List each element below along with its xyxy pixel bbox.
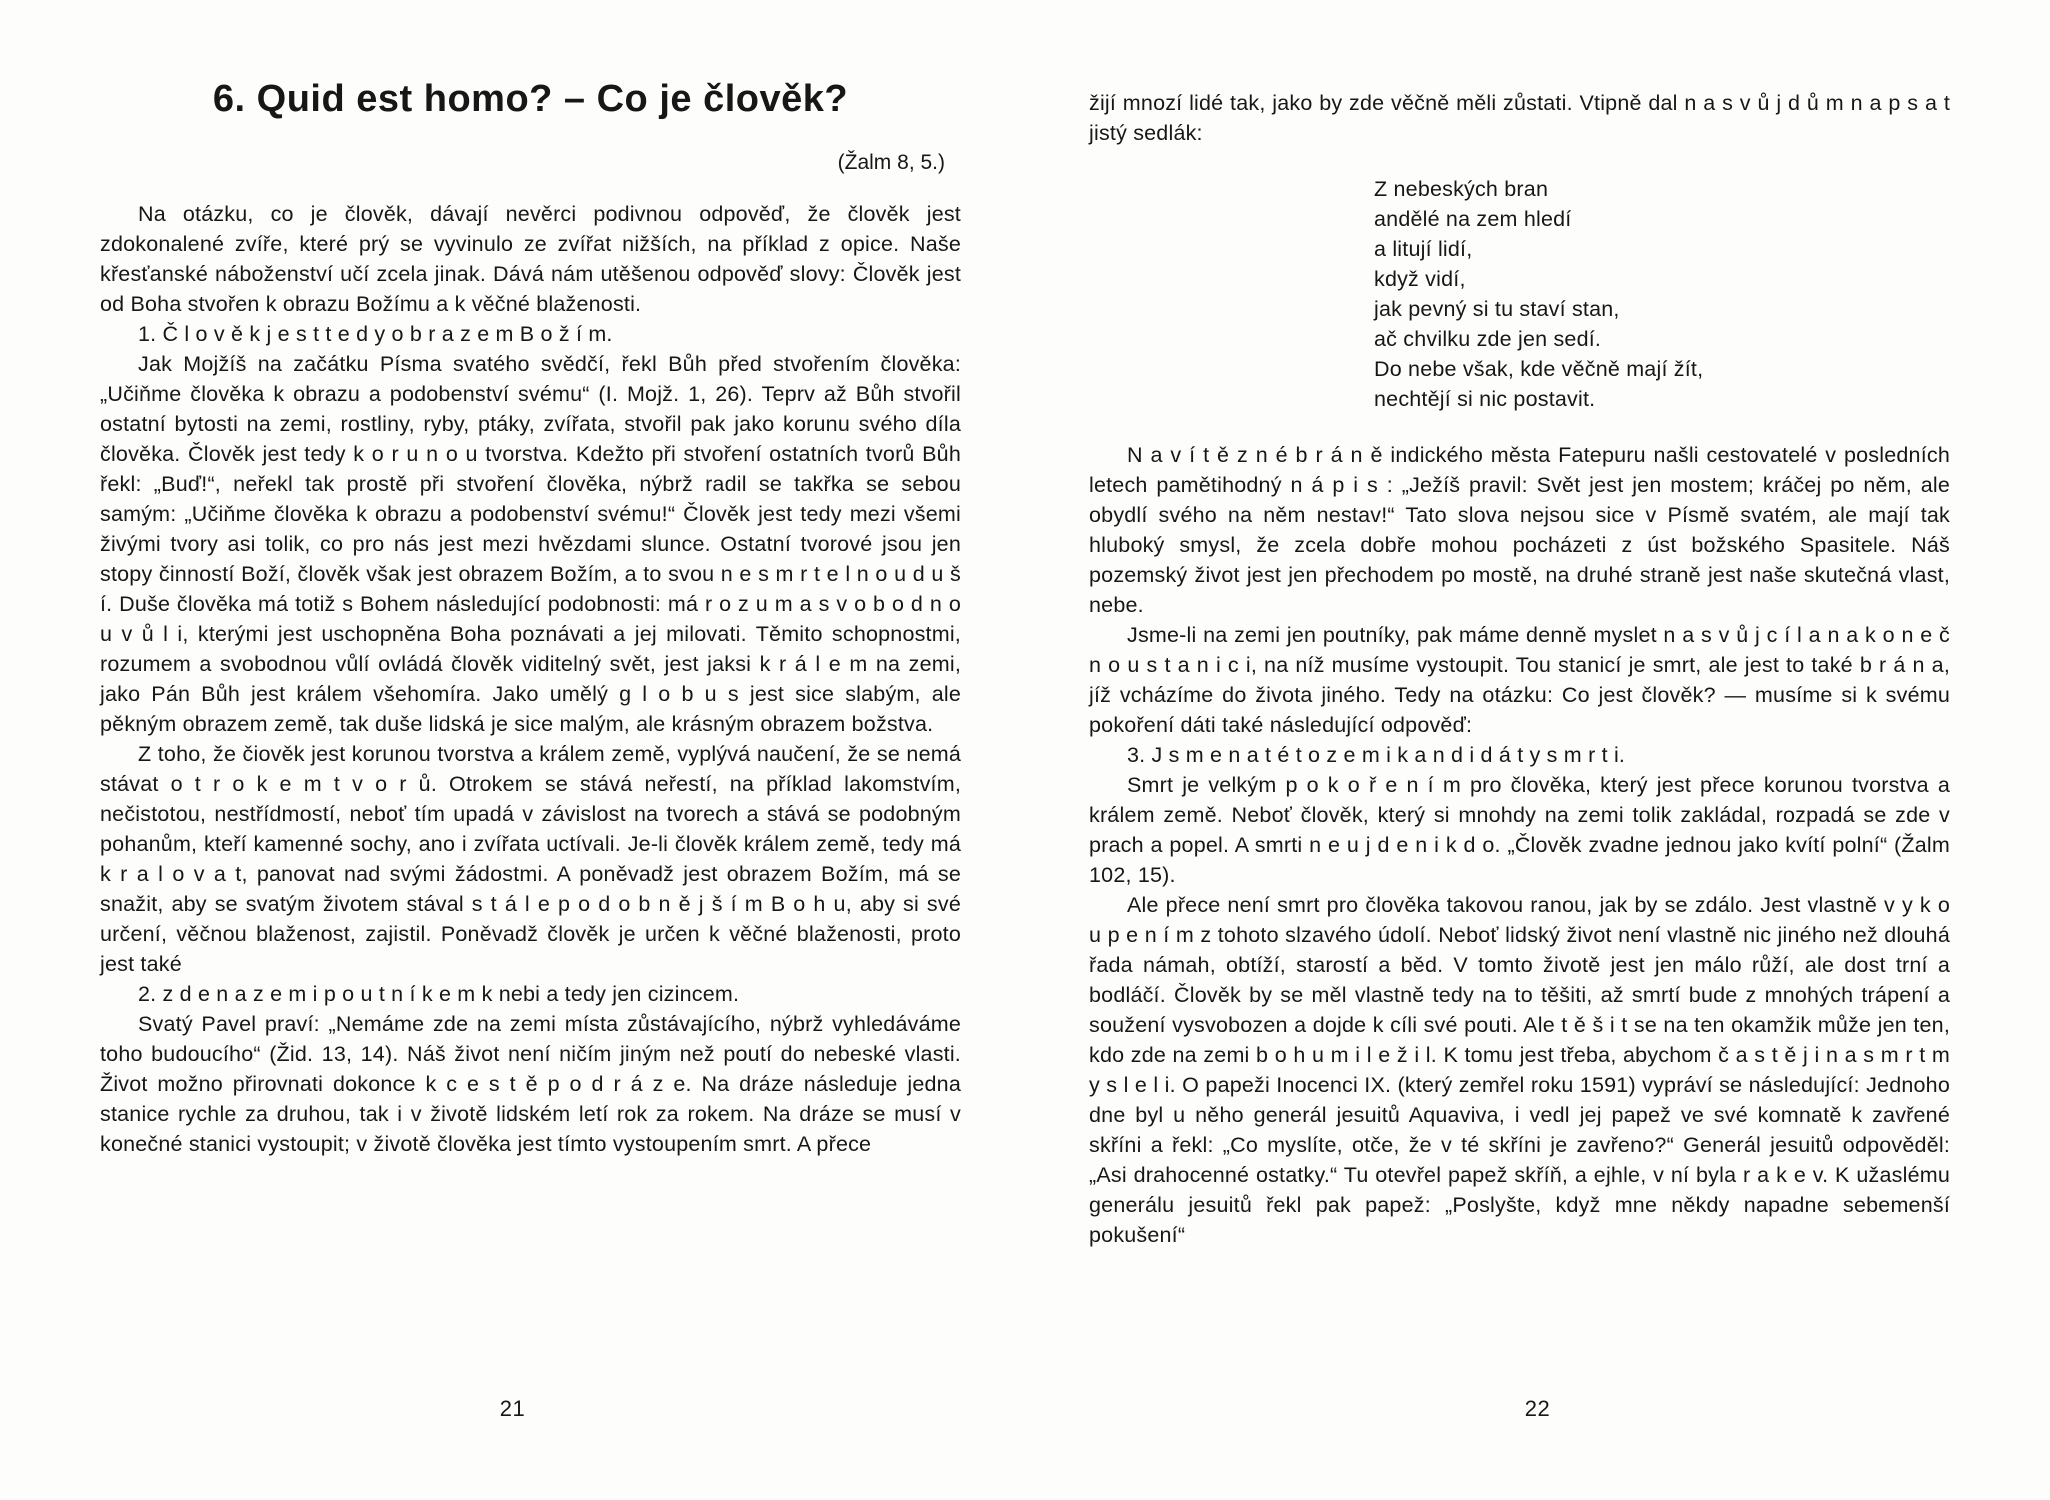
- poem-line: andělé na zem hledí: [1374, 207, 1572, 231]
- poem-line: a litují lidí,: [1374, 237, 1473, 261]
- poem-line: nechtějí si nic postavit.: [1374, 387, 1596, 411]
- psalm-reference: (Žalm 8, 5.): [837, 151, 945, 174]
- paragraph-continuation: žijí mnozí lidé tak, jako by zde věčně měli zůstati. Vtipně dal n a s v ů j d ů m n a p s a t jistý sedlák:: [1089, 91, 1950, 145]
- numbered-heading-1: 1. Č l o v ě k j e s t t e d y o b r a z e m B o ž í m.: [138, 322, 613, 346]
- page-number-left: 21: [499, 1396, 526, 1421]
- paragraph-intro: Na otázku, co je člověk, dávají nevěrci podivnou odpověď, že člověk jest zdokonalené zvíře, které prý se vyvinulo ze zvířat nižších, na příklad z opice. Naše křesťanské náboženství učí zcela jinak. Dává nám utěšenou odpověď slovy: Člověk jest od Boha stvořen k obrazu Božímu a k věčné blaženosti.: [100, 202, 961, 316]
- poem-line: Z nebeských bran: [1374, 177, 1549, 201]
- chapter-title: 6. Quid est homo? – Co je člověk?: [212, 78, 849, 120]
- poem-line: ač chvilku zde jen sedí.: [1374, 327, 1602, 351]
- paragraph-body-1: N a v í t ě z n é b r á n ě indického města Fatepuru našli cestovatelé v posledních letech pamětihodný n á p i s : „Ježíš pravil: Svět jest jen mostem; kráčej po něm, ale obydlí svého na něm nestav!“ Tato slova nejsou sice v Písmě svatém, ale mají tak hluboký smysl, že zcela dobře mohou pocházeti z úst božského Spasitele. Náš pozemský život jest jen přechodem po mostě, na druhé straně jest naše skutečná vlast, nebe.: [1089, 443, 1950, 617]
- paragraph-body-2: Jsme-li na zemi jen poutníky, pak máme denně myslet n a s v ů j c í l a n a k o n e č n o u s t a n i c i, na níž musíme vystoupit. Tou stanicí je smrt, ale jest to také b r á n a, jíž vcházíme do života jiného. Tedy na otázku: Co jest člověk? — musíme si k svému pokoření dáti také následující odpověď:: [1089, 623, 1950, 737]
- poem-block: [1374, 174, 1950, 414]
- numbered-heading-2: 2. z d e n a z e m i p o u t n í k e m k nebi a tedy jen cizincem.: [138, 982, 740, 1006]
- page-number-right: 22: [1524, 1396, 1551, 1421]
- poem-line: jak pevný si tu staví stan,: [1374, 297, 1620, 321]
- paragraph-body-3: Smrt je velkým p o k o ř e n í m pro člověka, který jest přece korunou tvorstva a králem země. Neboť člověk, který si mnohdy na zemi tolik zakládal, rozpadá se zde v prach a popel. A smrti n e u j d e n i k d o. „Člověk zvadne jednou jako kvítí polní“ (Žalm 102, 15).: [1089, 773, 1950, 887]
- paragraph-body-2: Z toho, že čiověk jest korunou tvorstva a králem země, vyplývá naučení, že se nemá stávat o t r o k e m t v o r ů. Otrokem se stává neřestí, na příklad lakomstvím, nečistotou, nestřídmostí, neboť tím upadá v závislost na tvorech a stává se podobným pohanům, kteří kamenné sochy, ano i zvířata uctívali. Je-li člověk králem země, tedy má k r a l o v a t, panovat nad svými žádostmi. A poněvadž jest obrazem Božím, má se snažit, aby se svatým životem stával s t á l e p o d o b n ě j š í m B o h u, aby si své určení, věčnou blaženost, zajistil. Poněvadž člověk je určen k věčné blaženosti, proto jest také: [100, 742, 961, 976]
- paragraph-body-4: Ale přece není smrt pro člověka takovou ranou, jak by se zdálo. Jest vlastně v y k o u p e n í m z tohoto slzavého údolí. Neboť lidský život není vlastně nic jiného než dlouhá řada námah, obtíží, starostí a běd. V tomto životě jest jen málo růží, ale dost trní a bodláčí. Člověk by se měl vlastně tedy na to těšiti, až smrtí bude z mnohých trápení a soužení vysvobozen a dojde k cíli své pouti. Ale t ě š i t se na ten okamžik může jen ten, kdo zde na zemi b o h u m i l e ž i l. K tomu jest třeba, abychom č a s t ě j i n a s m r t m y s l e l i. O papeži Inocenci IX. (který zemřel roku 1591) vypráví se následující: Jednoho dne byl u něho generál jesuitů Aquaviva, i vedl jej papež ve své komnatě k zavřené skříni a řekl: „Co myslíte, otče, že v té skříni je zavřeno?“ Generál jesuitů odpověděl: „Asi drahocenné ostatky.“ Tu otevřel papež skříň, a ejhle, v ní byla r a k e v. K užaslému generálu jesuitů řekl pak papež: „Poslyšte, když mne někdy napadne sebemenší pokušení“: [1089, 893, 1950, 1247]
- poem-line: když vidí,: [1374, 267, 1466, 291]
- paragraph-body-1: Jak Mojžíš na začátku Písma svatého svědčí, řekl Bůh před stvořením člověka: „Učiňme člověka k obrazu a podobenství svému“ (I. Mojž. 1, 26). Teprv až Bůh stvořil ostatní bytosti na zemi, rostliny, ryby, ptáky, zvířata, stvořil pak jako korunu svého díla člověka. Člověk jest tedy k o r u n o u tvorstva. Kdežto při stvoření ostatních tvorů Bůh řekl: „Buď!“, neřekl tak prostě při stvoření člověka, nýbrž radil se takřka se sebou samým: „Učiňme člověka k obrazu a podobenství svému!“ Člověk jest tedy mezi všemi živými tvory asi tolik, co pro nás jest mezi hvězdami slunce. Ostatní tvorové jsou jen stopy činností Boží, člověk však jest obrazem Božím, a to svou n e s m r t e l n o u d u š í. Duše člověka má totiž s Bohem následující podobnosti: má r o z u m a s v o b o d n o u v ů l i, kterými jest uschopněna Boha poznávati a jej milovati. Těmito schopnostmi, rozumem a svobodnou vůlí ovládá člověk viditelný svět, jest jaksi k r á l e m na zemi, jako Pán Bůh jest králem všehomíra. Jako umělý g l o b u s jest sice slabým, ale pěkným obrazem země, tak duše lidská je sice malým, ale krásným obrazem božstva.: [100, 352, 961, 736]
- poem-line: Do nebe však, kde věčně mají žít,: [1374, 357, 1704, 381]
- numbered-heading-3: 3. J s m e n a t é t o z e m i k a n d i d á t y s m r t i.: [1127, 743, 1626, 767]
- page-right: [1025, 0, 2050, 1500]
- paragraph-body-3: Svatý Pavel praví: „Nemáme zde na zemi místa zůstávajícího, nýbrž vyhledáváme toho budoucího“ (Žid. 13, 14). Náš život není ničím jiným než poutí do nebeské vlasti. Život možno přirovnati dokonce k c e s t ě p o d r á z e. Na dráze následuje jedna stanice rychle za druhou, tak i v životě lidském letí rok za rokem. Na dráze se musí v konečné stanici vystoupit; v životě člověka jest tímto vystoupením smrt. A přece: [100, 1012, 961, 1156]
